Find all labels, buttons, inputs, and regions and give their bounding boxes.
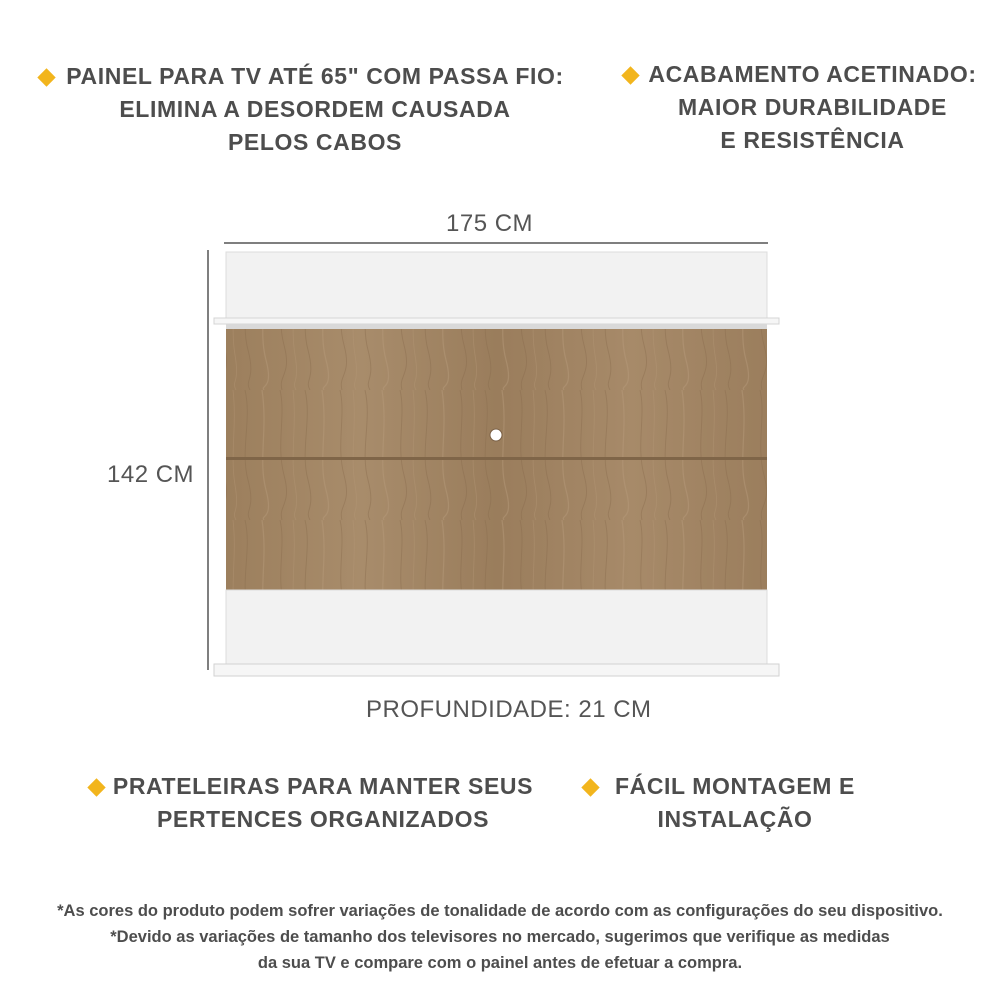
feature-easy-assembly [604, 770, 866, 836]
feature-line: MAIOR DURABILIDADE [678, 94, 947, 120]
feature-line: ELIMINA A DESORDEM CAUSADA [119, 96, 511, 122]
disclaimer-line: da sua TV e compare com o painel antes de efetuar a compra. [257, 954, 743, 972]
depth-dimension-label: PROFUNDIDADE: 21 CM [366, 696, 652, 723]
feature-line: PRATELEIRAS PARA MANTER SEUS [112, 773, 534, 799]
height-dimension-label: 142 CM [107, 461, 195, 488]
wood-grain-lower [226, 460, 767, 590]
feature-shelves [108, 770, 538, 836]
cable-pass-hole [490, 429, 502, 441]
top-shelf [214, 318, 779, 324]
disclaimer-line: *Devido as variações de tamanho dos televisores no mercado, sugerimos que verifique as medidas [110, 928, 890, 946]
feature-line: FÁCIL MONTAGEM E [614, 773, 855, 799]
bottom-white-section [226, 590, 767, 664]
feature-line: ACABAMENTO ACETINADO: [648, 61, 977, 87]
disclaimer-line: *As cores do produto podem sofrer variações de tonalidade de acordo com as configurações do seu dispositivo. [57, 902, 943, 920]
disclaimer-notes [0, 898, 1000, 976]
feature-line: PERTENCES ORGANIZADOS [156, 806, 490, 832]
feature-line: INSTALAÇÃO [657, 806, 813, 832]
top-white-section [226, 252, 767, 320]
top-shelf-edge [226, 324, 767, 329]
width-dimension-label: 175 CM [446, 210, 534, 237]
feature-line: PAINEL PARA TV ATÉ 65" COM PASSA FIO: [66, 63, 564, 89]
bottom-shelf [214, 664, 779, 676]
wood-panel-divider [226, 457, 767, 460]
feature-line: E RESISTÊNCIA [720, 127, 905, 153]
feature-line: PELOS CABOS [227, 129, 402, 155]
